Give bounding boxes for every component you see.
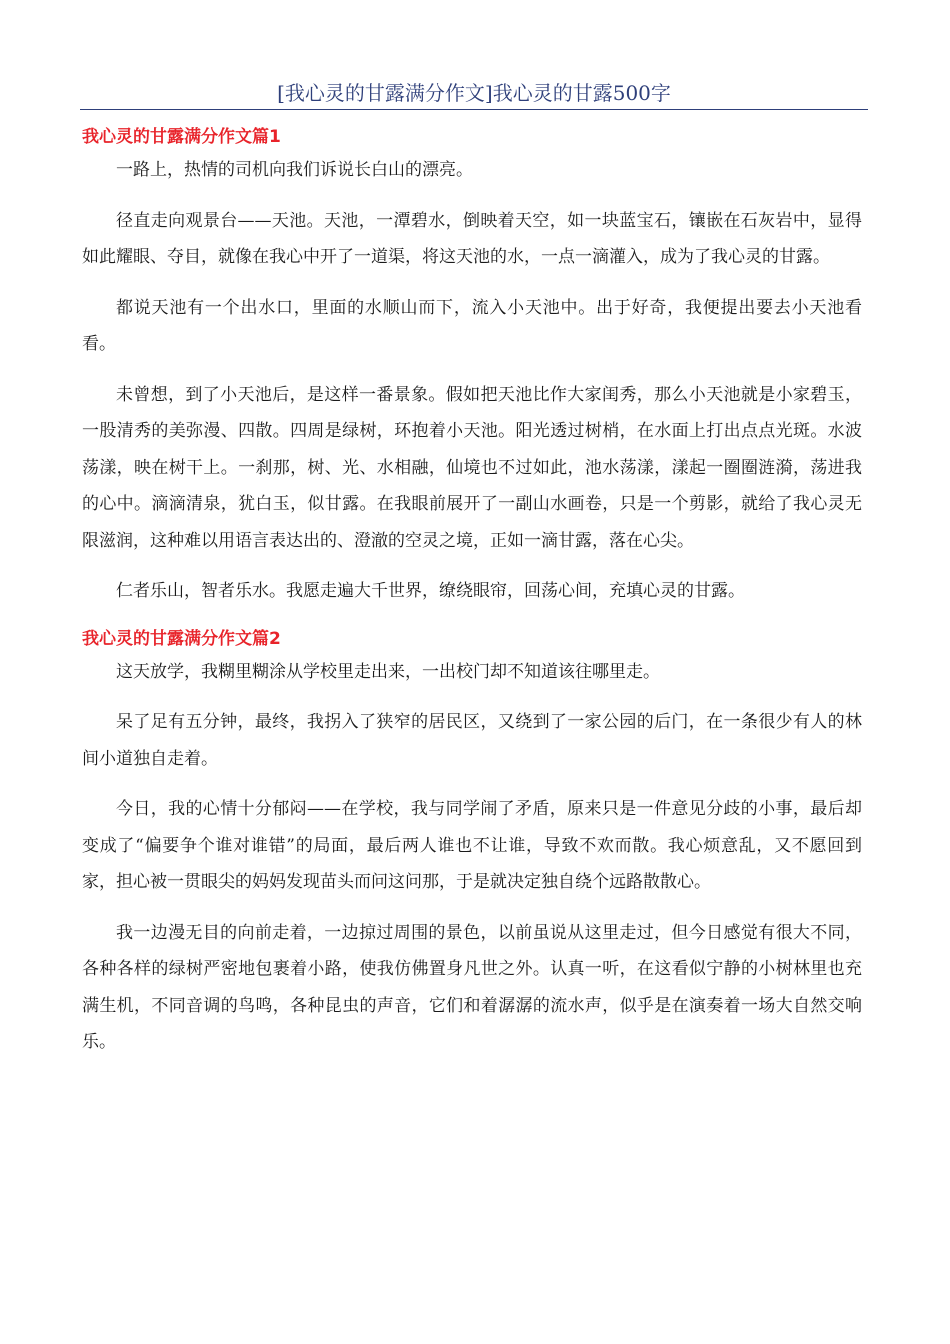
document-body xyxy=(82,122,862,1075)
essay-section-2 xyxy=(82,624,862,1061)
paragraph: 都说天池有一个出水口，里面的水顺山而下，流入小天池中。出于好奇，我便提出要去小天池看看。 xyxy=(82,297,862,354)
section-title: 我心灵的甘露满分作文篇2 xyxy=(82,628,281,649)
section-title: 我心灵的甘露满分作文篇1 xyxy=(82,127,281,147)
document-header-title: [我心灵的甘露满分作文]我心灵的甘露500字 xyxy=(277,81,671,105)
paragraph: 径直走向观景台——天池。天池，一潭碧水，倒映着天空，如一块蓝宝石，镶嵌在石灰岩中，显得如此耀眼、夺目，就像在我心中开了一道渠，将这天池的水，一点一滴灌入，成为了我心灵的甘露。 xyxy=(82,210,862,267)
paragraph: 我一边漫无目的向前走着，一边掠过周围的景色，以前虽说从这里走过，但今日感觉有很大不同，各种各样的绿树严密地包裹着小路，使我仿佛置身凡世之外。认真一听，在这看似宁静的小树林里也充满生机，不同音调的鸟鸣，各种昆虫的声音，它们和着潺潺的流水声，似乎是在演奏着一场大自然交响乐。 xyxy=(82,922,862,1052)
paragraph: 这天放学，我糊里糊涂从学校里走出来，一出校门却不知道该往哪里走。 xyxy=(116,661,660,682)
header-divider xyxy=(80,109,868,110)
paragraph: 一路上，热情的司机向我们诉说长白山的漂亮。 xyxy=(116,160,473,180)
essay-section-1 xyxy=(82,122,862,610)
paragraph: 未曾想，到了小天池后，是这样一番景象。假如把天池比作大家闺秀，那么小天池就是小家碧玉，一股清秀的美弥漫、四散。四周是绿树，环抱着小天池。阳光透过树梢，在水面上打出点点光斑。水波荡漾，映在树干上。一刹那，树、光、水相融，仙境也不过如此，池水荡漾，漾起一圈圈涟漪，荡进我的心中。滴滴清泉，犹白玉，似甘露。在我眼前展开了一副山水画卷，只是一个剪影，就给了我心灵无限滋润，这种难以用语言表达出的、澄澈的空灵之境，正如一滴甘露，落在心尖。 xyxy=(82,384,862,551)
paragraph: 呆了足有五分钟，最终，我拐入了狭窄的居民区，又绕到了一家公园的后门，在一条很少有人的林间小道独自走着。 xyxy=(82,712,862,769)
paragraph: 仁者乐山，智者乐水。我愿走遍大千世界，缭绕眼帘，回荡心间，充填心灵的甘露。 xyxy=(116,581,745,601)
paragraph: 今日，我的心情十分郁闷——在学校，我与同学闹了矛盾，原来只是一件意见分歧的小事，最后却变成了“偏要争个谁对谁错”的局面，最后两人谁也不让谁，导致不欢而散。我心烦意乱，又不愿回到家，担心被一贯眼尖的妈妈发现苗头而问这问那，于是就决定独自绕个远路散散心。 xyxy=(82,799,862,892)
